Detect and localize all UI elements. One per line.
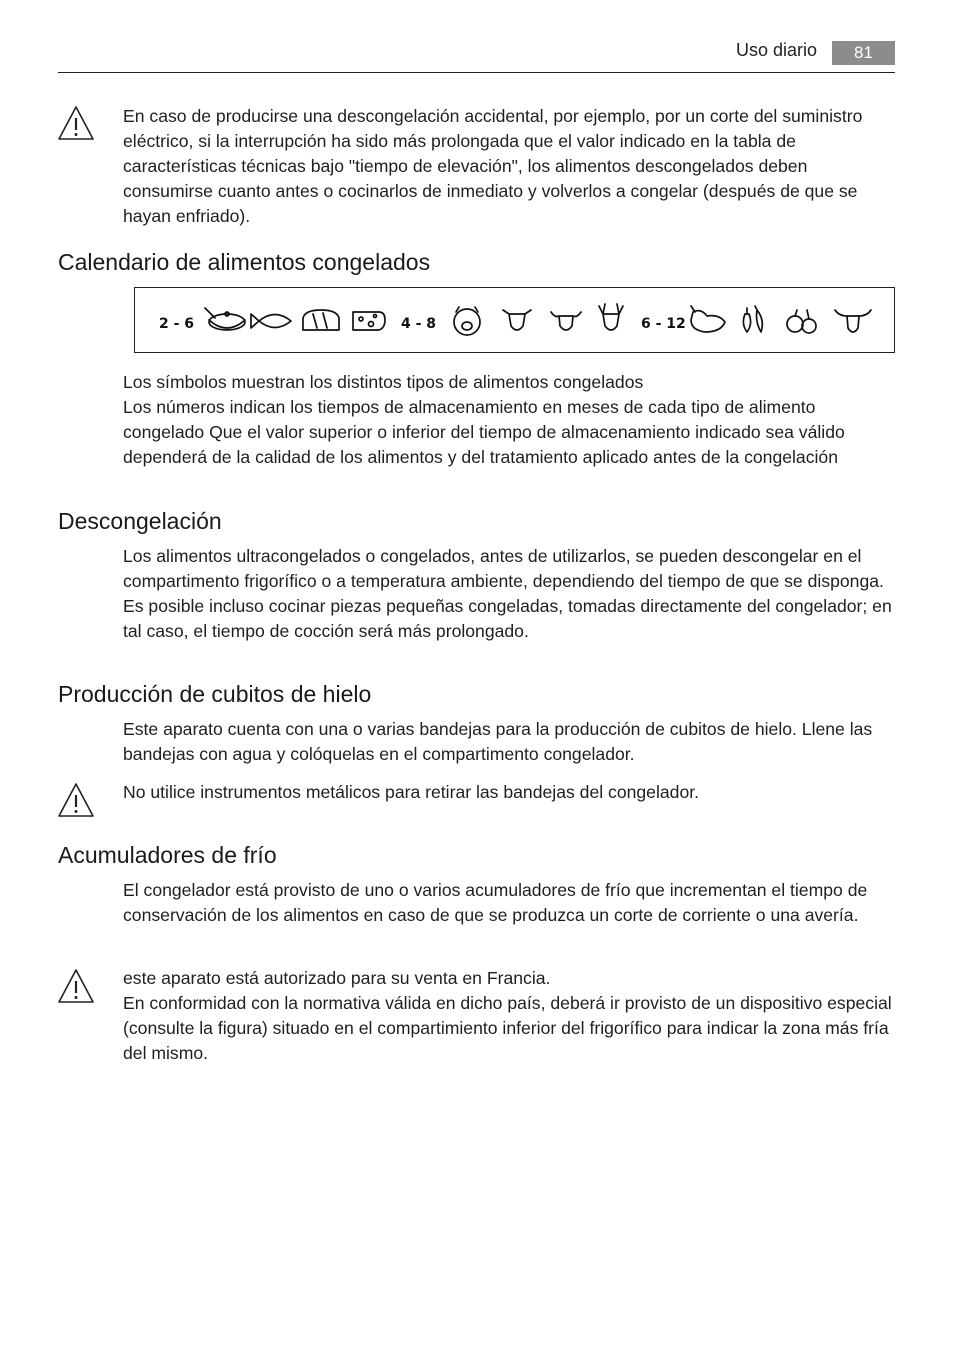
months-2-6: 2 - 6 [159, 316, 195, 332]
months-6-12: 6 - 12 [641, 316, 686, 332]
cheese-icon [353, 312, 385, 330]
france-warning: este aparato está autorizado para su venta en Francia. En conformidad con la normativa válida en dicho país, deberá ir provisto de un dispositivo especial (consulte la figura) situado en el compartimiento inferior del frigorífico para indicar la zona más fría del mismo. [123, 968, 892, 1063]
beef-icon [835, 310, 871, 332]
calendar-heading: Calendario de alimentos congelados [58, 249, 431, 275]
fish-icon [251, 314, 291, 328]
soup-pot-icon [205, 308, 245, 330]
ice-cubes-warning: No utilice instrumentos metálicos para retirar las bandejas del congelador. [123, 782, 700, 802]
warning-defrost-text: En caso de producirse una descongelación accidental, por ejemplo, por un corte del suministro eléctrico, si la interrupción ha sido más prolongada que el valor indicado en la tabla de características técnicas bajo "tiempo de elevación", los alimentos descongelados deben consumirse cuanto antes o cocinarlos de inmediato y volverlos a congelar (después de que se hayan enfriado). [123, 106, 863, 226]
section-title: Uso diario [735, 40, 817, 60]
fruit-icon [787, 310, 816, 333]
cold-accumulators-heading: Acumuladores de frío [58, 842, 277, 868]
months-4-8: 4 - 8 [401, 316, 437, 332]
warning-icon [57, 968, 95, 1004]
ice-cubes-text: Este aparato cuenta con una o varias bandejas para la producción de cubitos de hielo. Llene las bandejas con agua y colóquelas en el compartimento congelador. [123, 719, 873, 764]
frozen-food-calendar [134, 287, 895, 353]
calendar-description: Los símbolos muestran los distintos tipos de alimentos congelados Los números indican los tiempos de almacenamiento en meses de cada tipo de alimento congelado Que el valor superior o inferior del tiempo de almacenamiento indicado sea válido dependerá de la calidad de los alimentos y del tratamiento aplicado antes de la congelación [123, 372, 845, 467]
poultry-icon [691, 306, 725, 332]
page-header [58, 38, 895, 73]
calf-icon [503, 310, 531, 330]
pig-icon [454, 307, 480, 335]
warning-icon [57, 105, 95, 141]
cold-accumulators-text: El congelador está provisto de uno o varios acumuladores de frío que incrementan el tiempo de conservación de los alimentos en caso de que se produzca un corte de corriente o una avería. [123, 880, 868, 925]
defrosting-text: Los alimentos ultracongelados o congelados, antes de utilizarlos, se pueden descongelar en el compartimento frigorífico o a temperatura ambiente, dependiendo del tiempo de que se disponga. Es posible incluso cocinar piezas pequeñas congeladas, tomadas directamente del congelador; en tal caso, el tiempo de cocción será más prolongado. [123, 546, 892, 641]
deer-icon [599, 304, 623, 330]
page-number: 81 [832, 41, 895, 65]
defrosting-heading: Descongelación [58, 508, 222, 534]
warning-icon [57, 782, 95, 818]
vegetables-icon [743, 306, 762, 332]
lamb-icon [551, 312, 581, 330]
bread-icon [303, 310, 339, 330]
ice-cubes-heading: Producción de cubitos de hielo [58, 681, 372, 707]
